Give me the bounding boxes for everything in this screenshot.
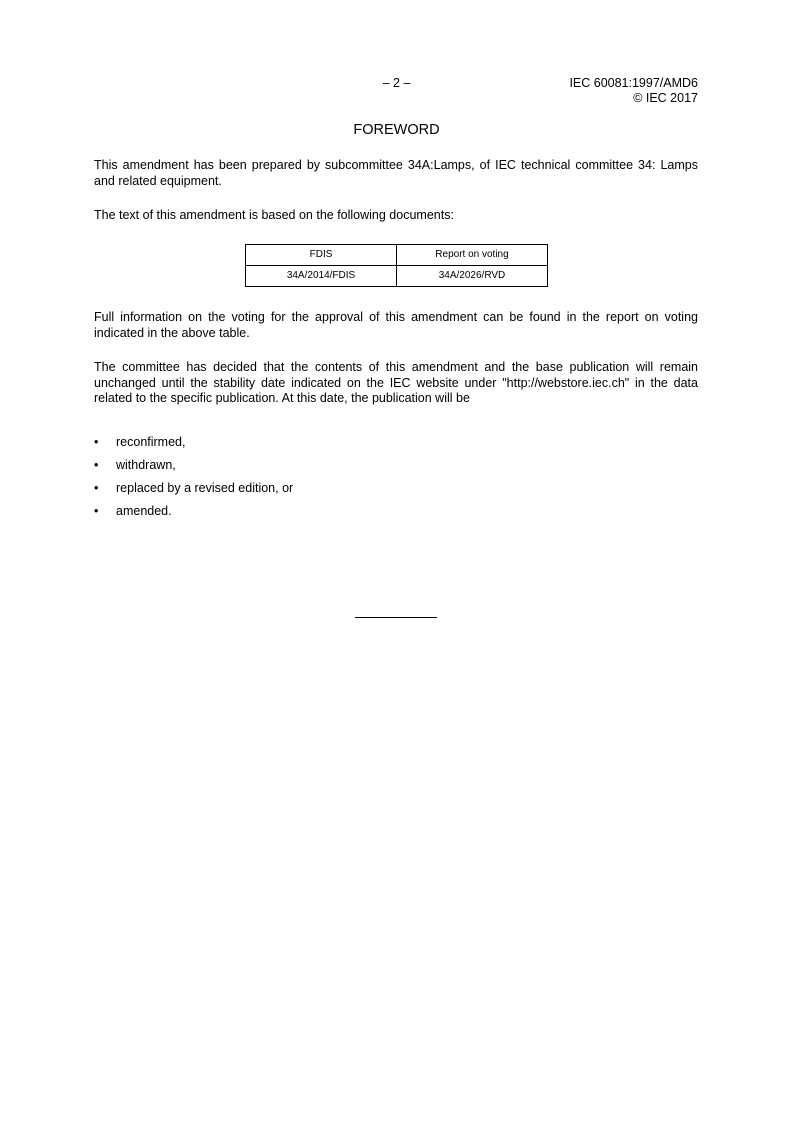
table-cell-rvd: 34A/2026/RVD — [397, 266, 548, 287]
document-header — [569, 76, 698, 106]
paragraph-voting-info: Full information on the voting for the approval of this amendment can be found in the report on voting indicated in the above table. — [94, 310, 698, 340]
voting-documents-table — [245, 244, 548, 287]
page-number: – 2 – — [382, 76, 411, 90]
paragraph-stability: The committee has decided that the contents of this amendment and the base publication will remain unchanged until the stability date indicated on the IEC website under "http://webstore.iec.ch" in the data related to the specific publication. At this date, the publication will be — [94, 360, 698, 405]
paragraph-preparation: This amendment has been prepared by subcommittee 34A:Lamps, of IEC technical committee 34: Lamps and related equipment. — [94, 158, 698, 188]
publication-outcome-list — [94, 435, 293, 527]
bullet-icon: • — [94, 435, 99, 449]
bullet-icon: • — [94, 458, 99, 472]
table-cell-fdis: 34A/2014/FDIS — [246, 266, 397, 287]
list-item — [94, 504, 293, 527]
list-item-text: reconfirmed, — [116, 435, 186, 449]
paragraph-documents-intro: The text of this amendment is based on the following documents: — [94, 208, 454, 222]
list-item-text: replaced by a revised edition, or — [116, 481, 294, 495]
list-item — [94, 481, 293, 504]
bullet-icon: • — [94, 504, 99, 518]
list-item-text: amended. — [116, 504, 172, 518]
list-item-text: withdrawn, — [116, 458, 176, 472]
table-row — [246, 266, 548, 287]
end-of-text-rule — [355, 617, 437, 618]
table-header-report-on-voting: Report on voting — [397, 245, 548, 266]
copyright-notice: © IEC 2017 — [633, 91, 698, 105]
list-item — [94, 458, 293, 481]
page-title: FOREWORD — [353, 122, 440, 138]
document-id: IEC 60081:1997/AMD6 — [569, 76, 698, 90]
table-header-row — [246, 245, 548, 266]
bullet-icon: • — [94, 481, 99, 495]
list-item — [94, 435, 293, 458]
table-header-fdis: FDIS — [246, 245, 397, 266]
